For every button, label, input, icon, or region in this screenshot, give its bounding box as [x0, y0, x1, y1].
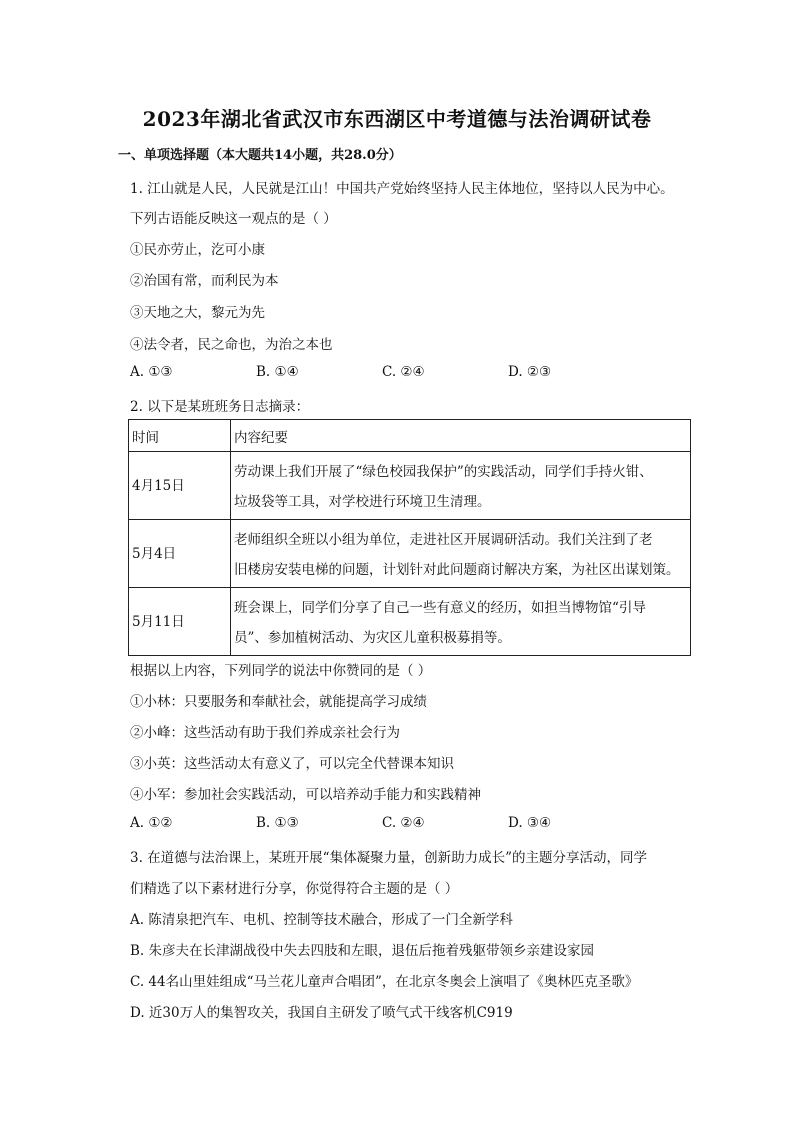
q2-stem: 2. 以下是某班班务日志摘录：: [130, 399, 310, 415]
page-title: 2023年湖北省武汉市东西湖区中考道德与法治调研试卷: [142, 107, 652, 131]
q3-stem-line2: 们精选了以下素材进行分享，你觉得符合主题的是（ ）: [130, 881, 459, 897]
table-row: [129, 452, 691, 520]
q1-item: ②治国有常，而利民为本: [130, 273, 279, 289]
q1-item: ③天地之大，黎元为先: [130, 305, 265, 321]
q2-choice-d[interactable]: D. ③④: [508, 815, 552, 831]
row-content-line: 员”、参加植树活动、为灾区儿童积极募捐等。: [234, 630, 511, 646]
row-date: 5月4日: [129, 520, 231, 588]
q3-option-b[interactable]: B. 朱彦夫在长津湖战役中失去四肢和左眼，退伍后拖着残躯带领乡亲建设家园: [130, 943, 595, 959]
row-date: 5月11日: [129, 588, 231, 656]
q2-question: 根据以上内容，下列同学的说法中你赞同的是（ ）: [130, 663, 432, 679]
q2-item: ④小军：参加社会实践活动，可以培养动手能力和实践精神: [130, 787, 481, 803]
header-time: 时间: [129, 420, 231, 452]
q1-choice-c[interactable]: C. ②④: [382, 364, 425, 380]
table-header-row: [129, 420, 691, 452]
q2-item: ③小英：这些活动太有意义了，可以完全代替课本知识: [130, 756, 454, 772]
row-content-line: 垃圾袋等工具，对学校进行环境卫生清理。: [234, 494, 491, 510]
row-content-line: 老师组织全班以小组为单位，走进社区开展调研活动。我们关注到了老: [234, 532, 653, 548]
q3-option-d[interactable]: D. 近30万人的集智攻关，我国自主研发了喷气式干线客机C919: [130, 1005, 513, 1021]
q2-choice-c[interactable]: C. ②④: [382, 815, 425, 831]
q1-choice-a[interactable]: A. ①③: [130, 364, 173, 380]
q2-item: ②小峰：这些活动有助于我们养成亲社会行为: [130, 725, 400, 741]
q2-choice-a[interactable]: A. ①②: [130, 815, 173, 831]
row-content: [231, 520, 691, 588]
row-content-line: 劳动课上我们开展了“绿色校园我保护”的实践活动，同学们手持火钳、: [234, 464, 653, 480]
table-row: [129, 588, 691, 656]
q1-choice-b[interactable]: B. ①④: [256, 364, 299, 380]
row-content: [231, 452, 691, 520]
q3-option-c[interactable]: C. 44名山里娃组成“马兰花儿童声合唱团”，在北京冬奥会上演唱了《奥林匹克圣歌》: [130, 974, 639, 990]
q2-choice-b[interactable]: B. ①③: [256, 815, 299, 831]
q3-stem-line1: 3. 在道德与法治课上，某班开展“集体凝聚力量，创新助力成长”的主题分享活动，同学: [130, 850, 647, 866]
q1-item: ①民亦劳止，汔可小康: [130, 242, 265, 258]
row-content: [231, 588, 691, 656]
q1-stem-line2: 下列古语能反映这一观点的是（ ）: [130, 211, 337, 227]
class-log-table: [128, 419, 691, 656]
q1-item: ④法令者，民之命也，为治之本也: [130, 337, 333, 353]
row-date: 4月15日: [129, 452, 231, 520]
q3-option-a[interactable]: A. 陈清泉把汽车、电机、控制等技术融合，形成了一门全新学科: [130, 912, 513, 928]
row-content-line: 班会课上，同学们分享了自己一些有意义的经历，如担当博物馆“引导: [234, 600, 646, 616]
header-content: 内容纪要: [231, 420, 691, 452]
q1-choice-d[interactable]: D. ②③: [508, 364, 552, 380]
q2-item: ①小林：只要服务和奉献社会，就能提高学习成绩: [130, 694, 427, 710]
row-content-line: 旧楼房安装电梯的问题，计划针对此问题商讨解决方案，为社区出谋划策。: [234, 562, 680, 578]
section-heading: 一、单项选择题（本大题共14小题，共28.0分）: [118, 148, 402, 163]
q1-stem-line1: 1. 江山就是人民，人民就是江山！中国共产党始终坚持人民主体地位，坚持以人民为中心。: [130, 181, 674, 197]
table-row: [129, 520, 691, 588]
